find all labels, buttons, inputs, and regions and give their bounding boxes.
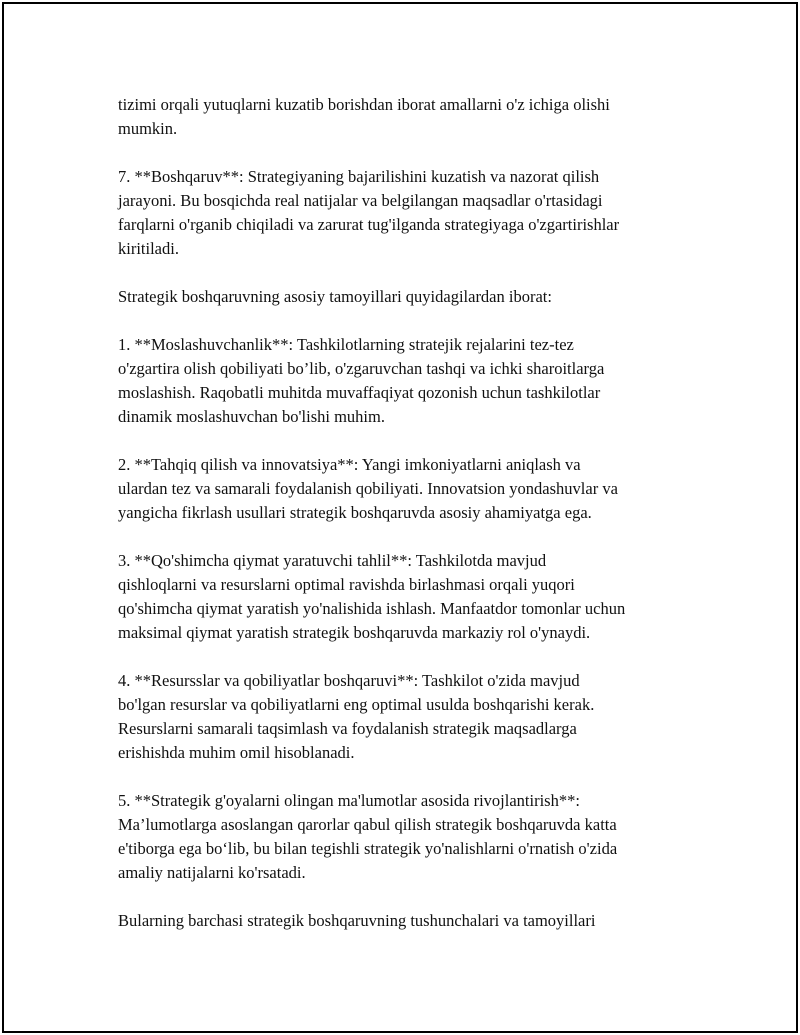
paragraph-step-7 — [118, 165, 718, 261]
text-line: maksimal qiymat yaratish strategik boshqaruvda markaziy rol o'ynaydi. — [118, 623, 591, 642]
text-line: tizimi orqali yutuqlarni kuzatib borishdan iborat amallarni o'z ichiga olishi — [118, 95, 610, 114]
text-line: moslashish. Raqobatli muhitda muvaffaqiyat qozonish uchun tashkilotlar — [118, 383, 601, 402]
paragraph-conclusion — [118, 909, 718, 933]
text-line: ulardan tez va samarali foydalanish qobiliyati. Innovatsion yondashuvlar va — [118, 479, 618, 498]
paragraph-principle-4 — [118, 669, 718, 765]
paragraph-principle-5 — [118, 789, 718, 885]
text-line: 2. **Tahqiq qilish va innovatsiya**: Yangi imkoniyatlarni aniqlash va — [118, 455, 581, 474]
text-line: 1. **Moslashuvchanlik**: Tashkilotlarning stratejik rejalarini tez-tez — [118, 335, 574, 354]
text-line: 5. **Strategik g'oyalarni olingan ma'lumotlar asosida rivojlantirish**: — [118, 791, 580, 810]
paragraph-principle-3 — [118, 549, 718, 645]
text-line: o'zgartira olish qobiliyati bo’lib, o'zgaruvchan tashqi va ichki sharoitlarga — [118, 359, 605, 378]
text-line: mumkin. — [118, 119, 178, 138]
paragraph-principle-2 — [118, 453, 718, 525]
text-line: Resurslarni samarali taqsimlash va foydalanish strategik maqsadlarga — [118, 719, 577, 738]
text-line: yangicha fikrlash usullari strategik boshqaruvda asosiy ahamiyatga ega. — [118, 503, 592, 522]
paragraph-principle-1 — [118, 333, 718, 429]
paragraph-principles-intro — [118, 285, 718, 309]
text-line: 7. **Boshqaruv**: Strategiyaning bajarilishini kuzatish va nazorat qilish — [118, 167, 600, 186]
text-line: erishishda muhim omil hisoblanadi. — [118, 743, 355, 762]
paragraph-continuation — [118, 93, 718, 141]
text-line: bo'lgan resurslar va qobiliyatlarni eng optimal usulda boshqarishi kerak. — [118, 695, 595, 714]
text-line: amaliy natijalarni ko'rsatadi. — [118, 863, 306, 882]
document-body — [118, 93, 718, 933]
text-line: farqlarni o'rganib chiqiladi va zarurat tug'ilganda strategiyaga o'zgartirishlar — [118, 215, 620, 234]
text-line: 4. **Resursslar va qobiliyatlar boshqaruvi**: Tashkilot o'zida mavjud — [118, 671, 580, 690]
text-line: jarayoni. Bu bosqichda real natijalar va belgilangan maqsadlar o'rtasidagi — [118, 191, 603, 210]
text-line: Strategik boshqaruvning asosiy tamoyillari quyidagilardan iborat: — [118, 287, 552, 306]
text-line: Ma’lumotlarga asoslangan qarorlar qabul qilish strategik boshqaruvda katta — [118, 815, 617, 834]
text-line: e'tiborga ega bo‘lib, bu bilan tegishli strategik yo'nalishlarni o'rnatish o'zida — [118, 839, 618, 858]
text-line: Bularning barchasi strategik boshqaruvning tushunchalari va tamoyillari — [118, 911, 596, 930]
text-line: kiritiladi. — [118, 239, 179, 258]
text-line: qishloqlarni va resurslarni optimal ravishda birlashmasi orqali yuqori — [118, 575, 575, 594]
text-line: 3. **Qo'shimcha qiymat yaratuvchi tahlil**: Tashkilotda mavjud — [118, 551, 547, 570]
text-line: qo'shimcha qiymat yaratish yo'nalishida ishlash. Manfaatdor tomonlar uchun — [118, 599, 626, 618]
text-line: dinamik moslashuvchan bo'lishi muhim. — [118, 407, 385, 426]
